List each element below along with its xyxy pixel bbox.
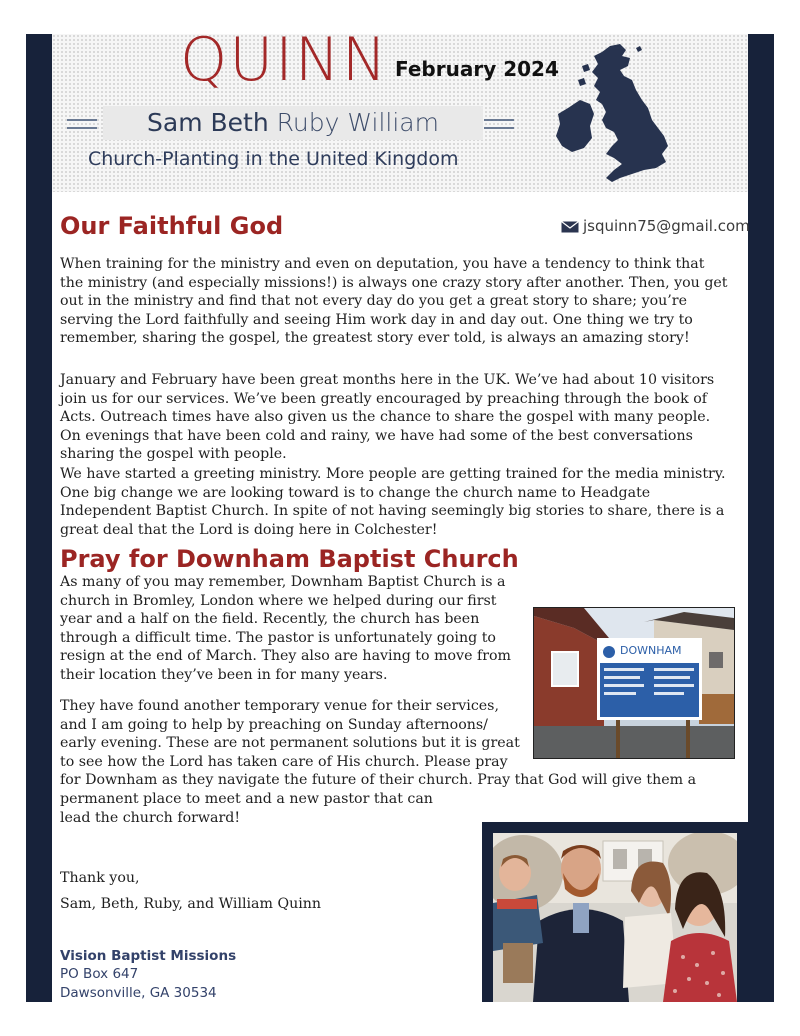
text-line: They have found another temporary venue for their services, <box>60 698 499 714</box>
divider-left-bottom <box>67 127 97 129</box>
closing-signature: Sam, Beth, Ruby, and William Quinn <box>60 896 322 912</box>
family-photo-frame <box>482 822 748 1002</box>
email-address: jsquinn75@gmail.com <box>583 217 750 235</box>
family-photo <box>493 833 737 1002</box>
text-line: through a difficult time. The pastor is unfortunately going to <box>60 629 496 646</box>
paragraph-greeting-ministry: We have started a greeting ministry. More people are getting trained for the media ministry. One big change we are looking toward is to change the church name to Headgate Independent Baptist Church. In spite of not having seemingly big stories to share, there is a great deal that the Lord is doing here in Colchester! <box>60 466 726 538</box>
uk-map-icon <box>548 42 688 187</box>
text-line: year and a half on the field. Recently, the church has been <box>60 611 480 628</box>
text-line: lead the church forward! <box>60 809 241 826</box>
tagline: Church-Planting in the United Kingdom <box>88 148 459 170</box>
text-line: permanent place to meet and a new pastor that can <box>60 790 433 807</box>
section-title-downham: Pray for Downham Baptist Church <box>60 545 519 573</box>
text-line: their location they’ve been in for many years. <box>60 666 388 683</box>
sign-text: DOWNHAM <box>620 644 682 657</box>
newsletter-date: February 2024 <box>395 57 559 81</box>
text-line: and I am going to help by preaching on Sunday afternoons/ <box>60 716 488 733</box>
right-border <box>748 34 774 1002</box>
closing-thanks: Thank you, <box>60 870 140 886</box>
text-line: for Downham as they navigate the future of their church. Pray that God will give them a <box>60 772 697 789</box>
downham-church-photo <box>533 607 735 759</box>
text-line: resign at the end of March. They also are having to move from <box>60 648 512 665</box>
paragraph-visitors: January and February have been great months here in the UK. We’ve had about 10 visitors join us for our services. We’ve been greatly encouraged by preaching through the book of Acts. Outreach times have also given us the chance to share the gospel with many people. On evenings that have been cold and rainy, we have had some of the best conversations sharing the gospel with people. <box>60 372 715 463</box>
text-line: to see how the Lord has taken care of His church. Please pray <box>60 753 508 770</box>
envelope-icon <box>561 221 579 233</box>
paragraph-downham-history <box>60 573 511 685</box>
text-line: As many of you may remember, Downham Baptist Church is a <box>60 574 506 590</box>
divider-right-bottom <box>484 127 514 129</box>
text-line: early evening. These are not permanent solutions but it is great <box>60 735 520 752</box>
text-line: church in Bromley, London where we helped during our first <box>60 592 497 609</box>
family-names-banner <box>103 106 483 140</box>
paragraph-intro: When training for the ministry and even on deputation, you have a tendency to think that the ministry (and especially missions!) is always one crazy story after another. Then, you get out in the ministry and find that not every day do you get a great story to share; you’re serving the Lord faithfully and seeing Him work day in and day out. One thing we try to remember, sharing the gospel, the greatest story ever told, is always an amazing story! <box>60 256 728 347</box>
section-title-faithful-god: Our Faithful God <box>60 212 284 240</box>
footer-address-line-1: PO Box 647 <box>60 966 139 982</box>
left-border <box>26 34 52 1002</box>
family-name-title: QUINN <box>180 25 389 95</box>
names-light: Ruby William <box>276 108 439 137</box>
email-contact[interactable] <box>561 217 750 235</box>
footer-address-line-2: Dawsonville, GA 30534 <box>60 985 217 1001</box>
divider-right-top <box>484 119 514 121</box>
footer-organization: Vision Baptist Missions <box>60 948 237 964</box>
names-bold: Sam Beth <box>147 108 269 137</box>
divider-left-top <box>67 119 97 121</box>
